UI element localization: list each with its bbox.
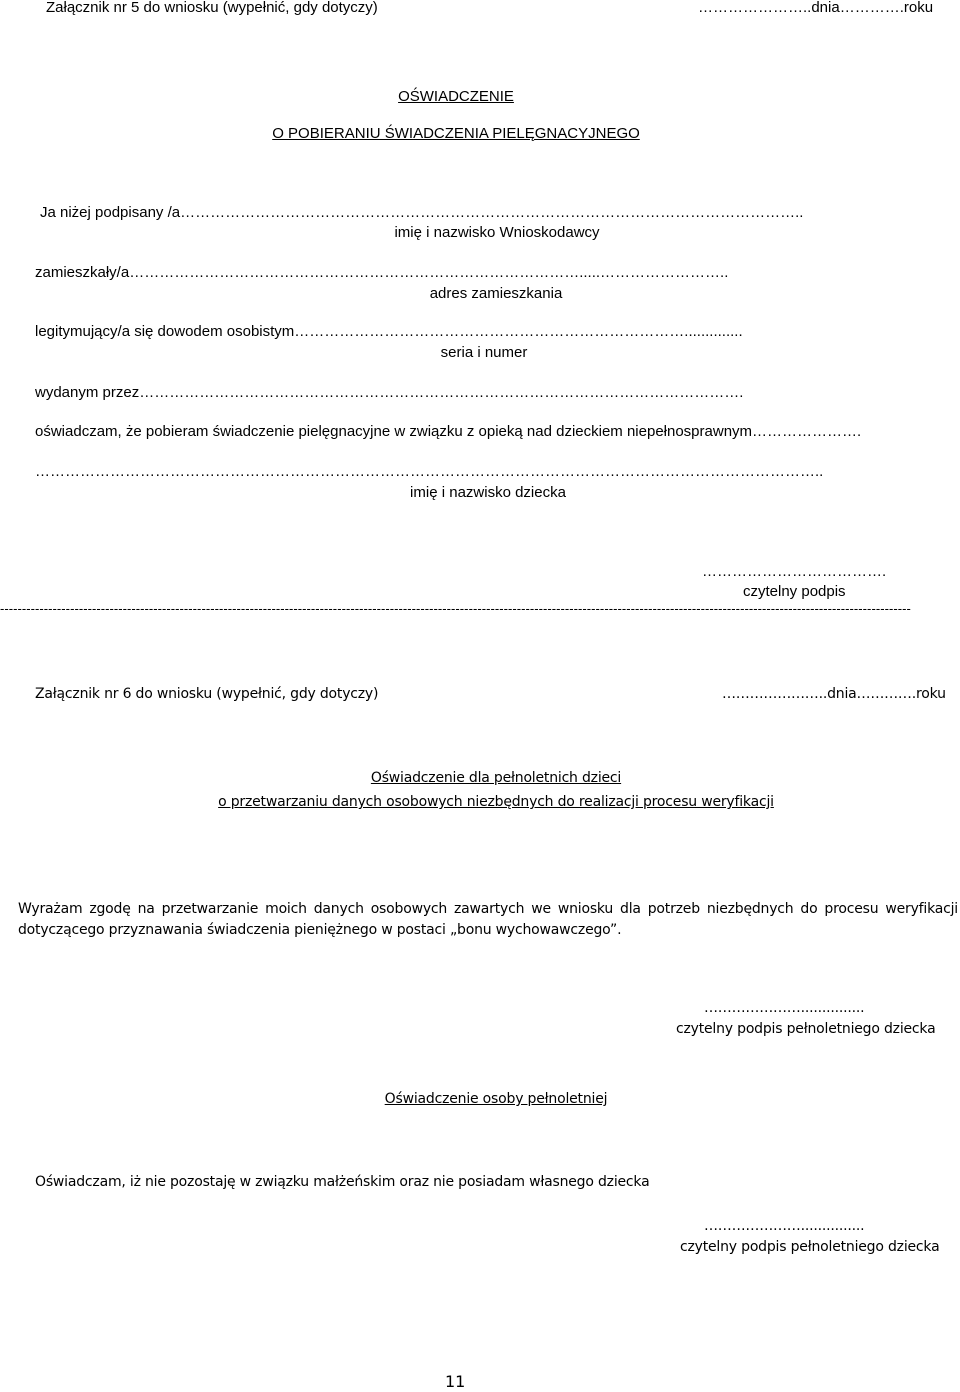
child-name-caption: imię i nazwisko dziecka <box>410 484 566 501</box>
attachment6-header-date: …………………..dnia………….roku <box>722 686 946 702</box>
page-number: 11 <box>445 1372 466 1391</box>
adult-statement-text: Oświadczam, iż nie pozostaję w związku małżeńskim oraz nie posiadam własnego dziecka <box>35 1174 650 1190</box>
adult-child-signature-dots: …………………............... <box>704 1000 865 1016</box>
applicant-name-caption: imię i nazwisko Wnioskodawcy <box>394 224 600 241</box>
signature-dots: ………………………………. <box>702 563 887 580</box>
attachment5-header-date: …………………..dnia………….roku <box>698 0 934 16</box>
id-document-caption: seria i numer <box>440 344 528 361</box>
issued-by-line: wydanym przez…………………………………………………………………………………………………………. <box>35 384 744 401</box>
id-document-line: legitymujący/a się dowodem osobistym…………………………………………………………………….............. <box>35 323 743 340</box>
attachment5-header-left: Załącznik nr 5 do wniosku (wypełnić, gdy dotyczy) <box>46 0 378 16</box>
adult-signature-dots: …………………............... <box>704 1218 865 1234</box>
adult-signature-label: czytelny podpis pełnoletniego dziecka <box>680 1239 940 1255</box>
attachment6-subtitle: o przetwarzaniu danych osobowych niezbędnych do realizacji procesu weryfikacji <box>218 794 774 810</box>
child-name-line: ………………………………………………………………………………………………………………………………………….. <box>35 463 824 480</box>
attachment5-subtitle: O POBIERANIU ŚWIADCZENIA PIELĘGNACYJNEGO <box>272 125 640 142</box>
attachment6-title: Oświadczenie dla pełnoletnich dzieci <box>370 770 622 786</box>
adult-child-signature-label: czytelny podpis pełnoletniego dziecka <box>676 1021 936 1037</box>
separator-line: ---------------------------------------------------------------------------------------------------------------------------------------------------------------------------------------------------------------- <box>0 602 911 615</box>
attachment5-title: OŚWIADCZENIE <box>398 88 514 105</box>
consent-paragraph: Wyrażam zgodę na przetwarzanie moich danych osobowych zawartych we wniosku dla potrzeb niezbędnych do procesu weryfikacji dotyczącego przyznawania świadczenia pieniężnego w postaci „bonu wychowawczego”. <box>18 901 958 938</box>
applicant-name-line: Ja niżej podpisany /a…………………………………………………………………………………………………………….. <box>40 204 804 221</box>
statement-line: oświadczam, że pobieram świadczenie pielęgnacyjne w związku z opieką nad dzieckiem niepełnosprawnym…………………. <box>35 423 862 440</box>
adult-statement-title: Oświadczenie osoby pełnoletniej <box>384 1091 608 1107</box>
address-line: zamieszkały/a……………………………………………………………………………….....…………………….. <box>35 264 729 281</box>
attachment6-header-left: Załącznik nr 6 do wniosku (wypełnić, gdy dotyczy) <box>35 686 379 702</box>
signature-label: czytelny podpis <box>743 583 846 600</box>
address-caption: adres zamieszkania <box>429 285 563 302</box>
